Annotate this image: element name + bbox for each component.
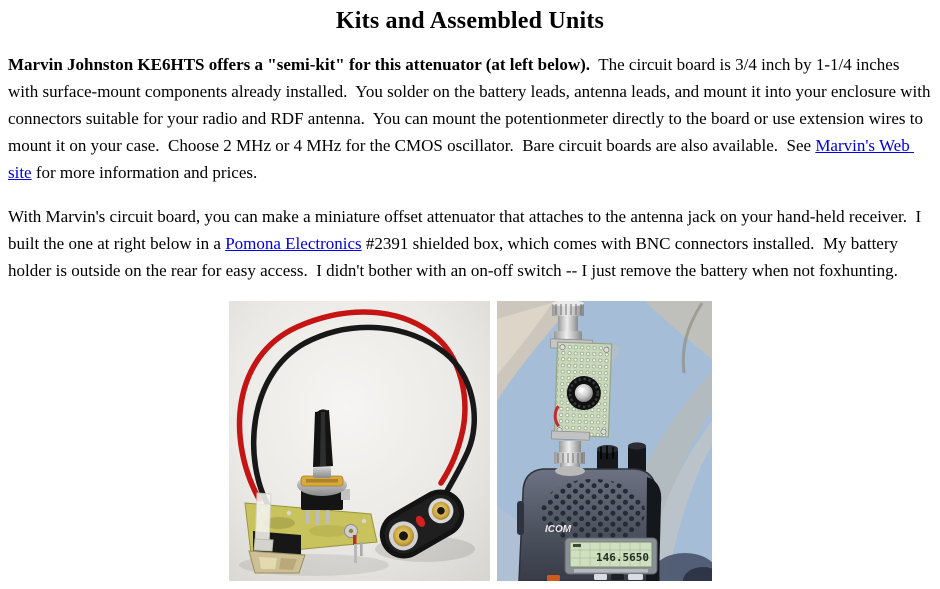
- offset-text-end: #2391 shielded box, which comes with BNC connectors installed. My battery holder is outside on the rear for easy access. I didn't bother with an on-off switch -- I just remove the battery when not foxhunting.: [8, 234, 903, 280]
- page: [0, 8, 940, 589]
- content: [0, 51, 940, 284]
- semi-kit-photo: [229, 301, 490, 581]
- page-title: Kits and Assembled Units: [335, 8, 605, 34]
- pomona-electronics-link[interactable]: Pomona Electronics: [225, 234, 362, 253]
- semi-kit-text-end: for more information and prices.: [31, 163, 258, 182]
- radio-brand-logo: ICOM: [544, 524, 571, 535]
- lcd-frequency: 146.5650: [595, 551, 649, 564]
- offset-text-start: With Marvin's circuit board, you can make a miniature offset attenuator that attaches to the antenna jack on your hand-held receiver. I built the one at right below in a: [8, 207, 926, 253]
- attenuator-on-radio-photo: [497, 301, 712, 581]
- semi-kit-paragraph: [8, 51, 935, 186]
- marvins-web-site-link[interactable]: Marvin's Web site: [8, 136, 914, 182]
- cable-tie: [254, 493, 273, 551]
- orange-button: [547, 575, 560, 581]
- lcd-display: [565, 538, 657, 574]
- photo-row: [0, 301, 940, 581]
- speaker-grille: [541, 479, 645, 545]
- perfboard: [547, 339, 611, 441]
- semi-kit-text: The circuit board is 3/4 inch by 1-1/4 inches with surface-mount components already installed. You solder on the battery leads, antenna leads, and mount it into your enclosure with connectors suitable for your radio and RDF antenna. You can mount the potentionmeter directly to the board or use extension wires to mount it on your case. Choose 2 MHz or 4 MHz for the CMOS oscillator. Bare circuit boards are also available. See: [8, 55, 935, 155]
- offset-attenuator-paragraph: [8, 203, 932, 284]
- ptt-button: [517, 501, 524, 535]
- semi-kit-bold-lead: Marvin Johnston KE6HTS offers a "semi-kit" for this attenuator (at left below).: [8, 55, 591, 74]
